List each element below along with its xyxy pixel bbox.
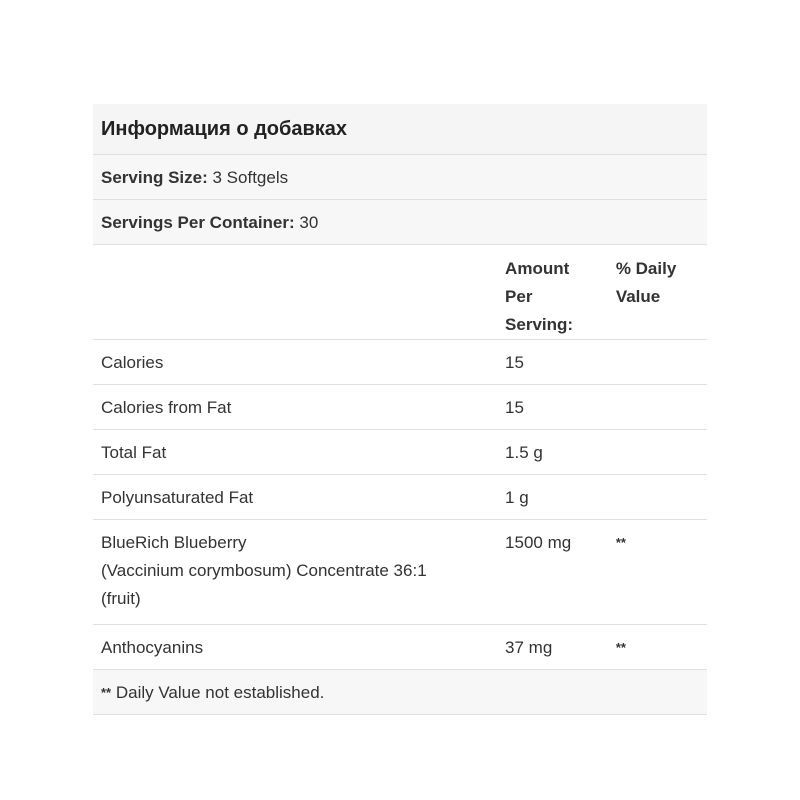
nutrient-amount: 15 xyxy=(497,384,608,429)
nutrient-amount: 15 xyxy=(497,339,608,384)
footnote-row xyxy=(93,669,707,714)
header-daily-line1: % Daily xyxy=(615,258,677,278)
nutrient-name: Calories xyxy=(93,339,497,384)
supplement-facts-title: Информация о добавках xyxy=(93,104,707,154)
nutrient-amount: 1500 mg xyxy=(497,519,608,624)
nutrient-name: Total Fat xyxy=(93,429,497,474)
column-header-row xyxy=(93,244,707,339)
nutrient-daily-value xyxy=(608,384,707,429)
serving-size-row xyxy=(93,154,707,199)
servings-per-container-row xyxy=(93,199,707,244)
nutrient-name xyxy=(93,519,497,624)
header-empty-cell xyxy=(93,244,497,339)
nutrient-name-line1: BlueRich Blueberry xyxy=(101,532,247,552)
nutrient-daily-value xyxy=(608,339,707,384)
supplement-facts-table xyxy=(93,104,707,715)
nutrient-name: Anthocyanins xyxy=(93,624,497,669)
servings-per-container-label: Servings Per Container: xyxy=(101,212,295,232)
header-daily-line2: Value xyxy=(615,286,661,306)
header-amount-line2: Serving: xyxy=(505,314,574,334)
nutrient-daily-value: ** xyxy=(608,624,707,669)
serving-size-value: 3 Softgels xyxy=(212,167,289,187)
nutrient-daily-value: ** xyxy=(608,519,707,624)
nutrient-daily-value xyxy=(608,429,707,474)
table-row xyxy=(93,339,707,384)
nutrient-name-line3: (fruit) xyxy=(101,588,141,608)
nutrient-amount: 1 g xyxy=(497,474,608,519)
serving-size-label: Serving Size: xyxy=(101,167,208,187)
table-row xyxy=(93,384,707,429)
nutrient-amount: 37 mg xyxy=(497,624,608,669)
nutrient-daily-value xyxy=(608,474,707,519)
table-row xyxy=(93,429,707,474)
header-amount xyxy=(497,244,608,339)
footnote xyxy=(93,669,707,714)
nutrient-name: Calories from Fat xyxy=(93,384,497,429)
servings-per-container-value: 30 xyxy=(299,212,319,232)
title-row xyxy=(93,104,707,154)
header-daily-value xyxy=(608,244,707,339)
footnote-stars: ** xyxy=(101,684,112,700)
nutrient-name-line2: (Vaccinium corymbosum) Concentrate 36:1 xyxy=(101,560,427,580)
nutrient-amount: 1.5 g xyxy=(497,429,608,474)
table-row xyxy=(93,474,707,519)
header-amount-line1: Amount Per xyxy=(505,258,570,306)
footnote-text: Daily Value not established. xyxy=(111,682,325,702)
table-row xyxy=(93,624,707,669)
nutrient-name: Polyunsaturated Fat xyxy=(93,474,497,519)
table-row xyxy=(93,519,707,624)
